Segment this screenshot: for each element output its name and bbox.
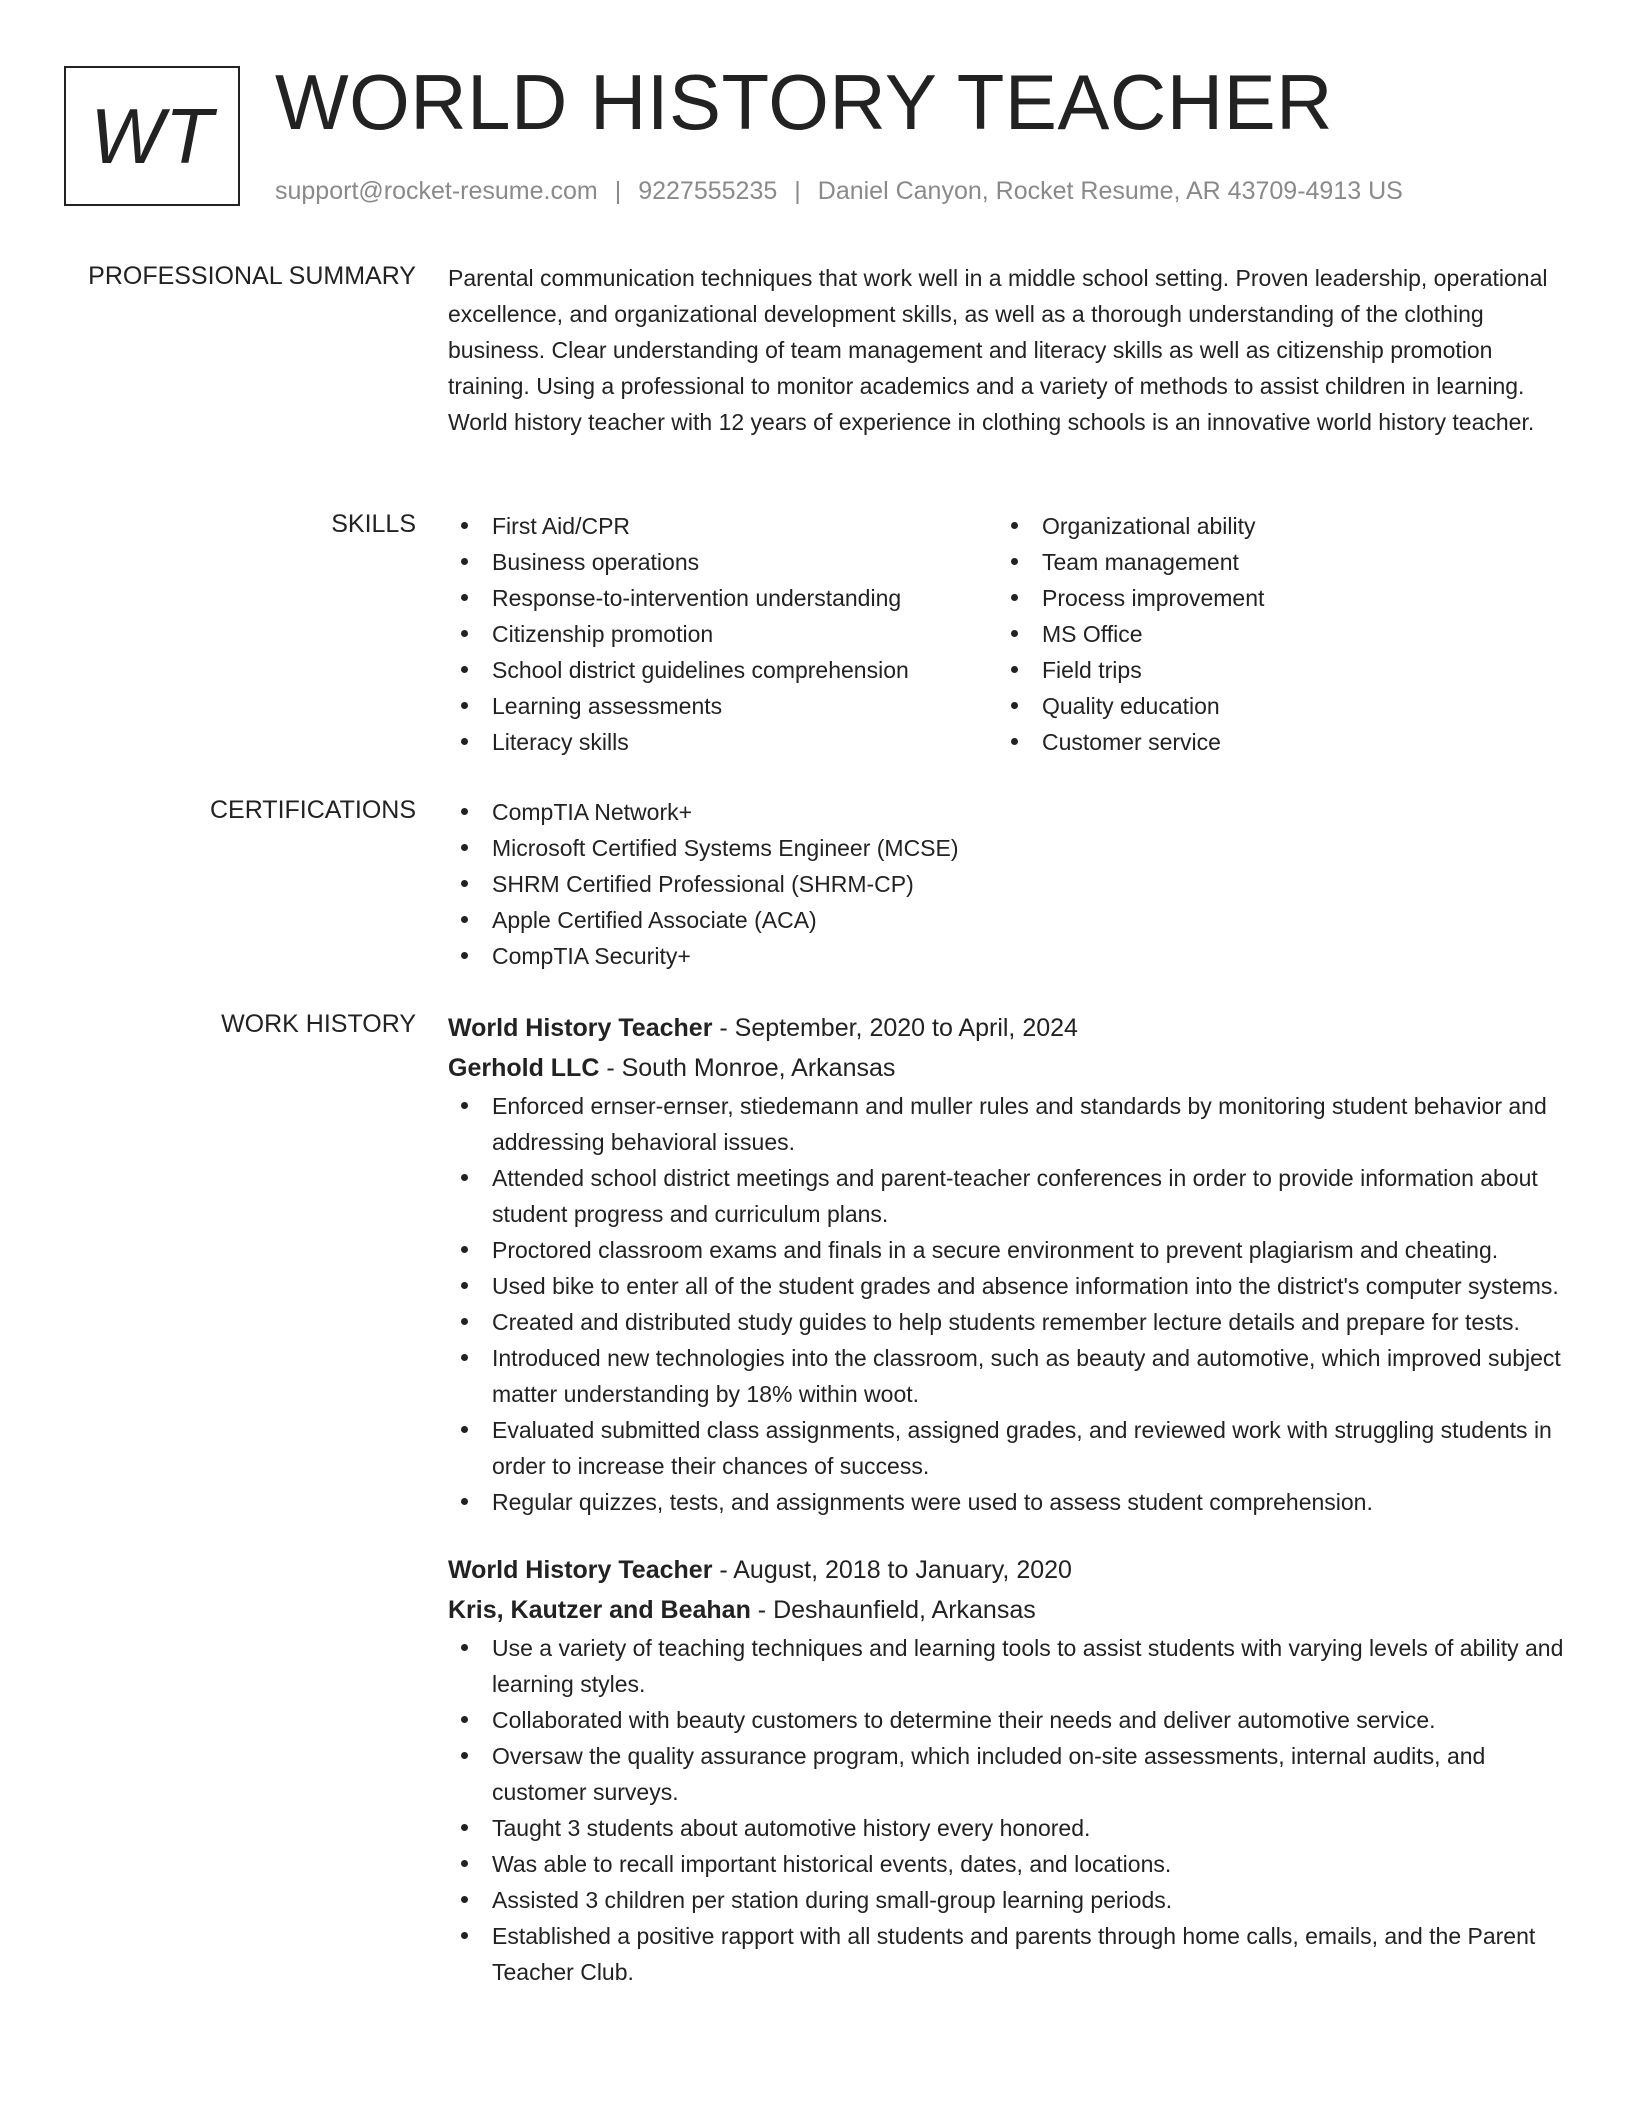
skills-list-left: [448, 508, 909, 760]
job-bullet: Enforced ernser-ernser, stiedemann and muller rules and standards by monitoring student behavior and addressing behavioral issues.: [448, 1088, 1568, 1160]
job-title-line: [448, 1008, 1568, 1048]
skill-item: Learning assessments: [448, 688, 909, 724]
skill-item: Team management: [998, 544, 1264, 580]
job-bullet: Taught 3 students about automotive history every honored.: [448, 1810, 1568, 1846]
job-location: - Deshaunfield, Arkansas: [750, 1596, 1036, 1624]
job-entry: [448, 1008, 1568, 1520]
contact-phone[interactable]: 9227555235: [638, 177, 778, 205]
job-bullet: Used bike to enter all of the student grades and absence information into the district's computer systems.: [448, 1268, 1568, 1304]
job-bullet: Was able to recall important historical events, dates, and locations.: [448, 1846, 1568, 1882]
job-bullet: Evaluated submitted class assignments, assigned grades, and reviewed work with struggling students in order to increase their chances of success.: [448, 1412, 1568, 1484]
certification-item: Microsoft Certified Systems Engineer (MCSE): [448, 830, 1568, 866]
job-bullet: Use a variety of teaching techniques and learning tools to assist students with varying levels of ability and learning styles.: [448, 1630, 1568, 1702]
certification-item: CompTIA Network+: [448, 794, 1568, 830]
work-history-heading: WORK HISTORY: [221, 1010, 416, 1038]
skill-item: Field trips: [998, 652, 1264, 688]
job-entry: [448, 1550, 1568, 1990]
skill-item: Process improvement: [998, 580, 1264, 616]
certification-item: SHRM Certified Professional (SHRM-CP): [448, 866, 1568, 902]
job-bullet: Created and distributed study guides to help students remember lecture details and prepare for tests.: [448, 1304, 1568, 1340]
skill-item: Response-to-intervention understanding: [448, 580, 909, 616]
job-dates: - September, 2020 to April, 2024: [712, 1014, 1078, 1042]
contact-email[interactable]: support@rocket-resume.com: [275, 177, 598, 205]
skill-item: Literacy skills: [448, 724, 909, 760]
certifications-heading: CERTIFICATIONS: [209, 796, 416, 824]
certifications-list: [448, 794, 1568, 974]
job-bullet: Proctored classroom exams and finals in a secure environment to prevent plagiarism and cheating.: [448, 1232, 1568, 1268]
job-title: World History Teacher: [448, 1556, 713, 1584]
job-bullet: Collaborated with beauty customers to determine their needs and deliver automotive service.: [448, 1702, 1568, 1738]
skill-item: MS Office: [998, 616, 1264, 652]
job-bullet: Attended school district meetings and parent-teacher conferences in order to provide information about student progress and curriculum plans.: [448, 1160, 1568, 1232]
job-bullet: Established a positive rapport with all students and parents through home calls, emails, and the Parent Teacher Club.: [448, 1918, 1568, 1990]
job-bullet: Assisted 3 children per station during small-group learning periods.: [448, 1882, 1568, 1918]
job-title-line: [448, 1550, 1568, 1590]
contact-separator: |: [794, 177, 801, 205]
job-bullet: Introduced new technologies into the classroom, such as beauty and automotive, which improved subject matter understanding by 18% within woot.: [448, 1340, 1568, 1412]
page-title: WORLD HISTORY TEACHER: [275, 58, 1333, 146]
contact-separator: |: [614, 177, 622, 205]
summary-heading: PROFESSIONAL SUMMARY: [88, 262, 416, 290]
summary-text: Parental communication techniques that work well in a middle school setting. Proven leadership, operational excellence, and organizational development skills, as well as a thorough understanding of the clothing business. Clear understanding of team management and literacy skills as well as citizenship promotion training. Using a professional to monitor academics and a variety of methods to assist children in learning. World history teacher with 12 years of experience in clothing schools is an innovative world history teacher.: [448, 265, 1548, 435]
certification-item: Apple Certified Associate (ACA): [448, 902, 1568, 938]
skill-item: Business operations: [448, 544, 909, 580]
job-bullets: [448, 1088, 1568, 1520]
job-bullet: Regular quizzes, tests, and assignments were used to assess student comprehension.: [448, 1484, 1568, 1520]
monogram: WT: [64, 66, 240, 206]
contact-line: [275, 176, 1403, 206]
job-company: Gerhold LLC: [448, 1054, 600, 1082]
job-company: Kris, Kautzer and Beahan: [448, 1596, 751, 1624]
job-location: - South Monroe, Arkansas: [599, 1054, 896, 1082]
job-title: World History Teacher: [448, 1014, 713, 1042]
job-dates: - August, 2018 to January, 2020: [712, 1556, 1072, 1584]
skill-item: Customer service: [998, 724, 1264, 760]
contact-address: Daniel Canyon, Rocket Resume, AR 43709-4913 US: [817, 177, 1403, 205]
skill-item: Organizational ability: [998, 508, 1264, 544]
skill-item: First Aid/CPR: [448, 508, 909, 544]
job-company-line: [448, 1590, 1568, 1630]
job-company-line: [448, 1048, 1568, 1088]
job-bullets: [448, 1630, 1568, 1990]
certification-item: CompTIA Security+: [448, 938, 1568, 974]
skill-item: Citizenship promotion: [448, 616, 909, 652]
skills-heading: SKILLS: [331, 510, 416, 538]
skills-list-right: [998, 508, 1264, 760]
skill-item: Quality education: [998, 688, 1264, 724]
job-bullet: Oversaw the quality assurance program, which included on-site assessments, internal audits, and customer surveys.: [448, 1738, 1568, 1810]
skill-item: School district guidelines comprehension: [448, 652, 909, 688]
